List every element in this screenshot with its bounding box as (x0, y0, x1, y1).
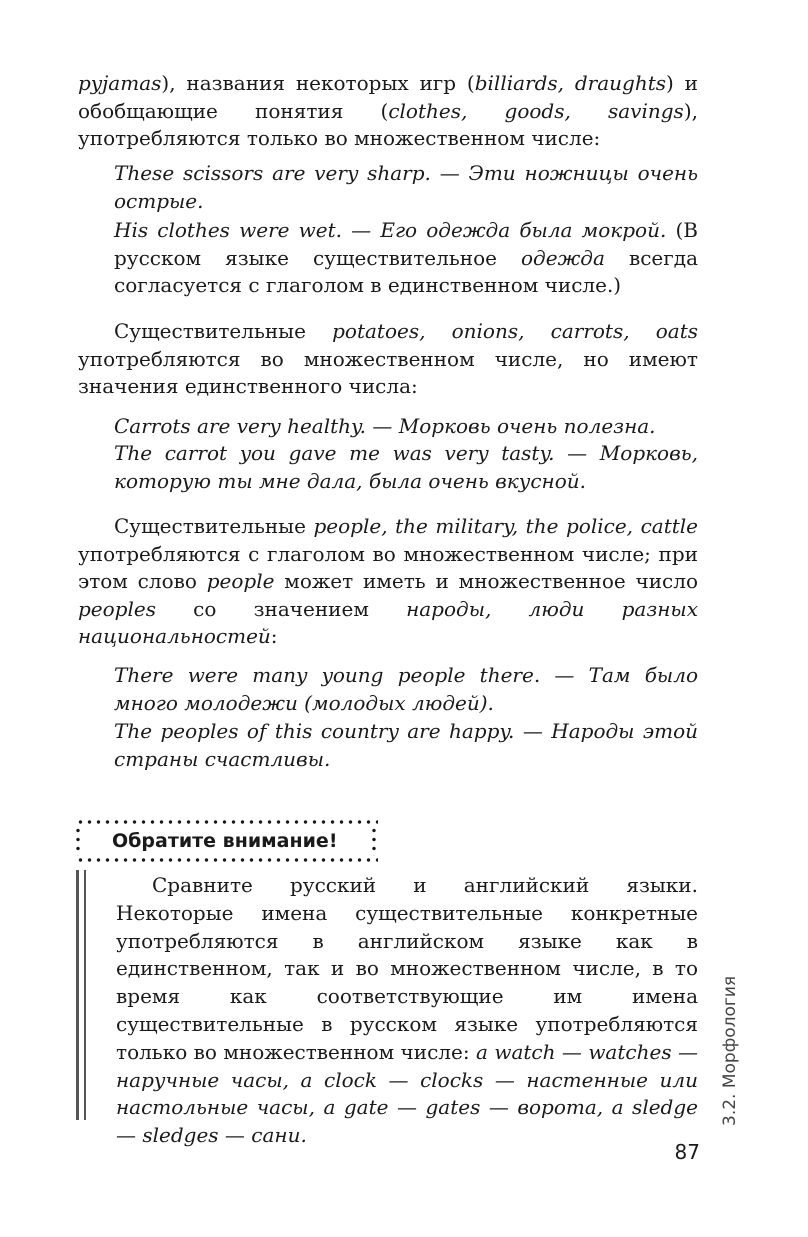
term-general: clothes, goods, savings (388, 98, 684, 123)
dotted-border-left (76, 826, 80, 856)
paragraph-people: Существительные people, the military, the police, cattle употребляются с глаголом во множественном числе; при этом слово people может иметь и множественное число peoples со значением народы, люди разных национальностей: (78, 514, 699, 648)
term-pyjamas: pyjamas (78, 71, 162, 95)
paragraph-potatoes: Существительные potatoes, onions, carrots, oats употребляются во множественном числе, но имеют значения единственного числа: (78, 319, 699, 398)
dotted-border-bottom (76, 858, 378, 862)
note-text: Сравните русский и английский языки. Некоторые имена существительные конкретные употребляются в английском языке как в единственном, так и во множественном числе, в то время как соответствующие им имена существительные в русском языке употребляются только во множественном числе: a watch — watches — наручные часы, a clock — clocks — настенные или настольные часы, a gate — gates — ворота, a sledge — sledges — сани. (116, 873, 698, 1148)
attention-title: Обратите внимание! (112, 830, 338, 852)
example-peoples: The peoples of this country are happy. — Народы этой страны счастливы. (114, 719, 698, 771)
attention-box (76, 820, 378, 862)
example-young-people: There were many young people there. — Там было много молодежи (молодых людей). (114, 663, 698, 715)
note-rule-inner (84, 870, 86, 1120)
section-label: 3.2. Морфология (720, 975, 740, 1126)
example-clothes: His clothes were wet. — Его одежда была мокрой. (В русском языке существительное одежда всегда согласуется с глаголом в единственном числе.) (114, 218, 698, 297)
dotted-border-top (76, 820, 378, 824)
note-rule-outer (76, 870, 79, 1120)
example-carrot-tasty: The carrot you gave me was very tasty. — Морковь, которую ты мне дала, была очень вкусной. (114, 441, 698, 493)
term-games: billiards, draughts (474, 71, 667, 95)
dotted-border-right (372, 826, 376, 856)
example-scissors: These scissors are very sharp. — Эти ножницы очень острые. (114, 161, 698, 213)
example-carrots: Carrots are very healthy. — Морковь очень полезна. (114, 414, 656, 438)
page-number: 87 (674, 1140, 700, 1164)
intro-paragraph: pyjamas), названия некоторых игр (billiards, draughts) и обобщающие понятия (clothes, goods, savings), употребляются только во множественном числе: (78, 71, 698, 150)
